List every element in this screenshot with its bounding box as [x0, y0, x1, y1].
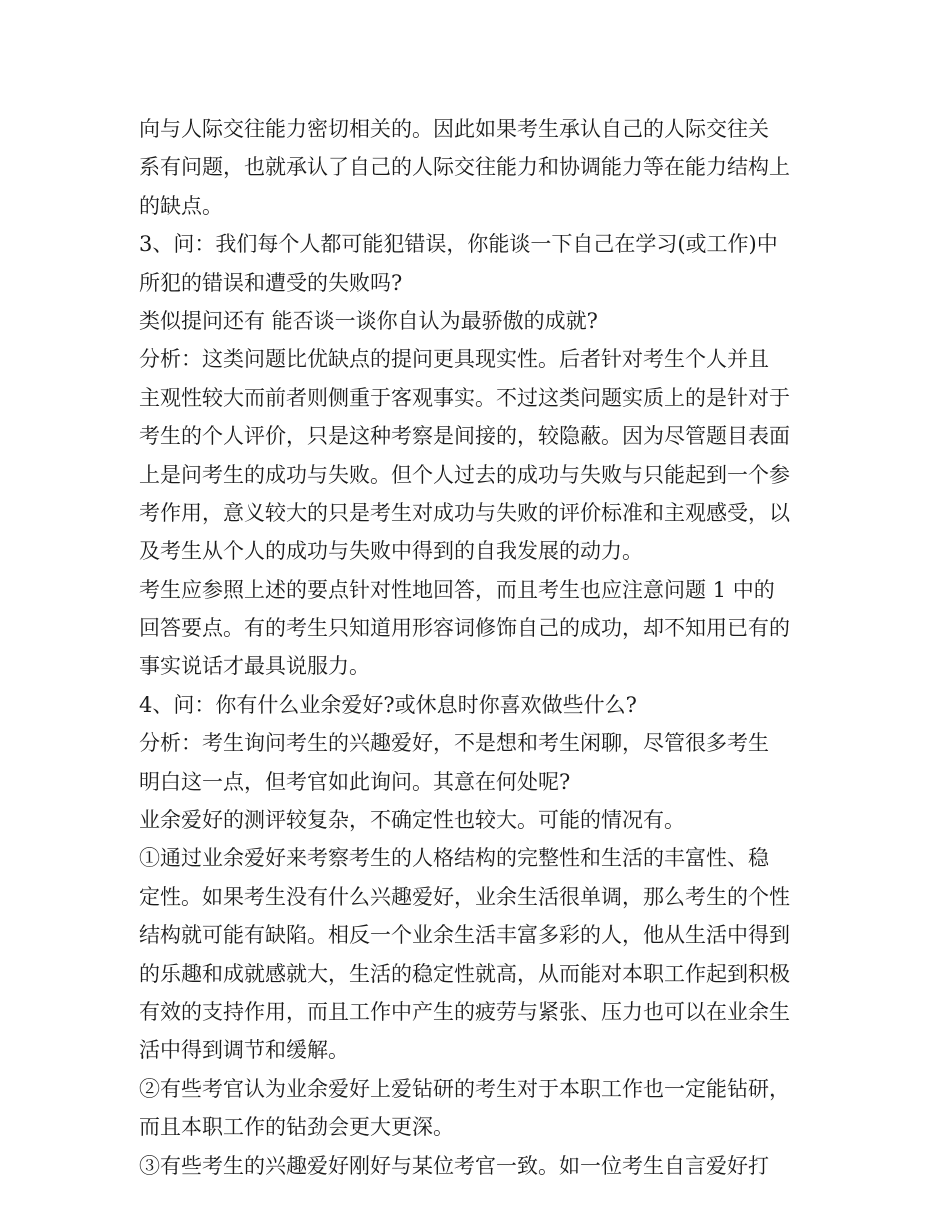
text-line: 事实说话才最具说服力。 [139, 654, 370, 679]
text-line: ①通过业余爱好来考察考生的人格结构的完整性和生活的丰富性、稳 [139, 846, 769, 871]
text-line: 结构就可能有缺陷。相反一个业余生活丰富多彩的人，他从生活中得到 [139, 923, 790, 948]
text-line: 明白这一点，但考官如此询问。其意在何处呢? [139, 769, 571, 794]
text-line: 考生应参照上述的要点针对性地回答，而且考生也应注意问题 1 中的 [139, 577, 775, 602]
text-line: 及考生从个人的成功与失败中得到的自我发展的动力。 [139, 539, 643, 564]
text-line: 的缺点。 [139, 193, 223, 218]
text-line: 系有问题，也就承认了自己的人际交往能力和协调能力等在能力结构上 [139, 155, 790, 180]
text-line: 而且本职工作的钻劲会更大更深。 [139, 1115, 454, 1140]
text-line: ③有些考生的兴趣爱好刚好与某位考官一致。如一位考生自言爱好打 [139, 1153, 769, 1178]
text-line: 业余爱好的测评较复杂，不确定性也较大。可能的情况有。 [139, 808, 685, 833]
text-line: 定性。如果考生没有什么兴趣爱好，业余生活很单调，那么考生的个性 [139, 884, 790, 909]
text-line: 类似提问还有 能否谈一谈你自认为最骄傲的成就? [139, 308, 598, 333]
text-line: 所犯的错误和遭受的失败吗? [139, 270, 403, 295]
text-line: 3、问：我们每个人都可能犯错误，你能谈一下自己在学习(或工作)中 [139, 232, 778, 257]
text-line: 向与人际交往能力密切相关的。因此如果考生承认自己的人际交往关 [139, 117, 769, 141]
text-line: 考生的个人评价，只是这种考察是间接的，较隐蔽。因为尽管题目表面 [139, 424, 790, 449]
text-line: 有效的支持作用，而且工作中产生的疲劳与紧张、压力也可以在业余生 [139, 999, 790, 1024]
text-line: 活中得到调节和缓解。 [139, 1038, 349, 1063]
text-line: 上是问考生的成功与失败。但个人过去的成功与失败与只能起到一个参 [139, 462, 790, 487]
text-line: 分析：考生询问考生的兴趣爱好，不是想和考生闲聊，尽管很多考生 [139, 731, 769, 756]
text-line: 考作用，意义较大的只是考生对成功与失败的评价标准和主观感受，以 [139, 500, 790, 525]
document-body [139, 110, 819, 1185]
text-line: 回答要点。有的考生只知道用形容词修饰自己的成功，却不知用已有的 [139, 616, 790, 641]
text-line: ②有些考官认为业余爱好上爱钻研的考生对于本职工作也一定能钻研， [139, 1076, 790, 1101]
text-line: 4、问：你有什么业余爱好?或休息时你喜欢做些什么? [139, 692, 637, 717]
text-line: 分析：这类问题比优缺点的提问更具现实性。后者针对考生个人并且 [139, 347, 769, 372]
text-line: 的乐趣和成就感就大，生活的稳定性就高，从而能对本职工作起到积极 [139, 961, 790, 986]
text-line: 主观性较大而前者则侧重于客观事实。不过这类问题实质上的是针对于 [139, 385, 790, 410]
